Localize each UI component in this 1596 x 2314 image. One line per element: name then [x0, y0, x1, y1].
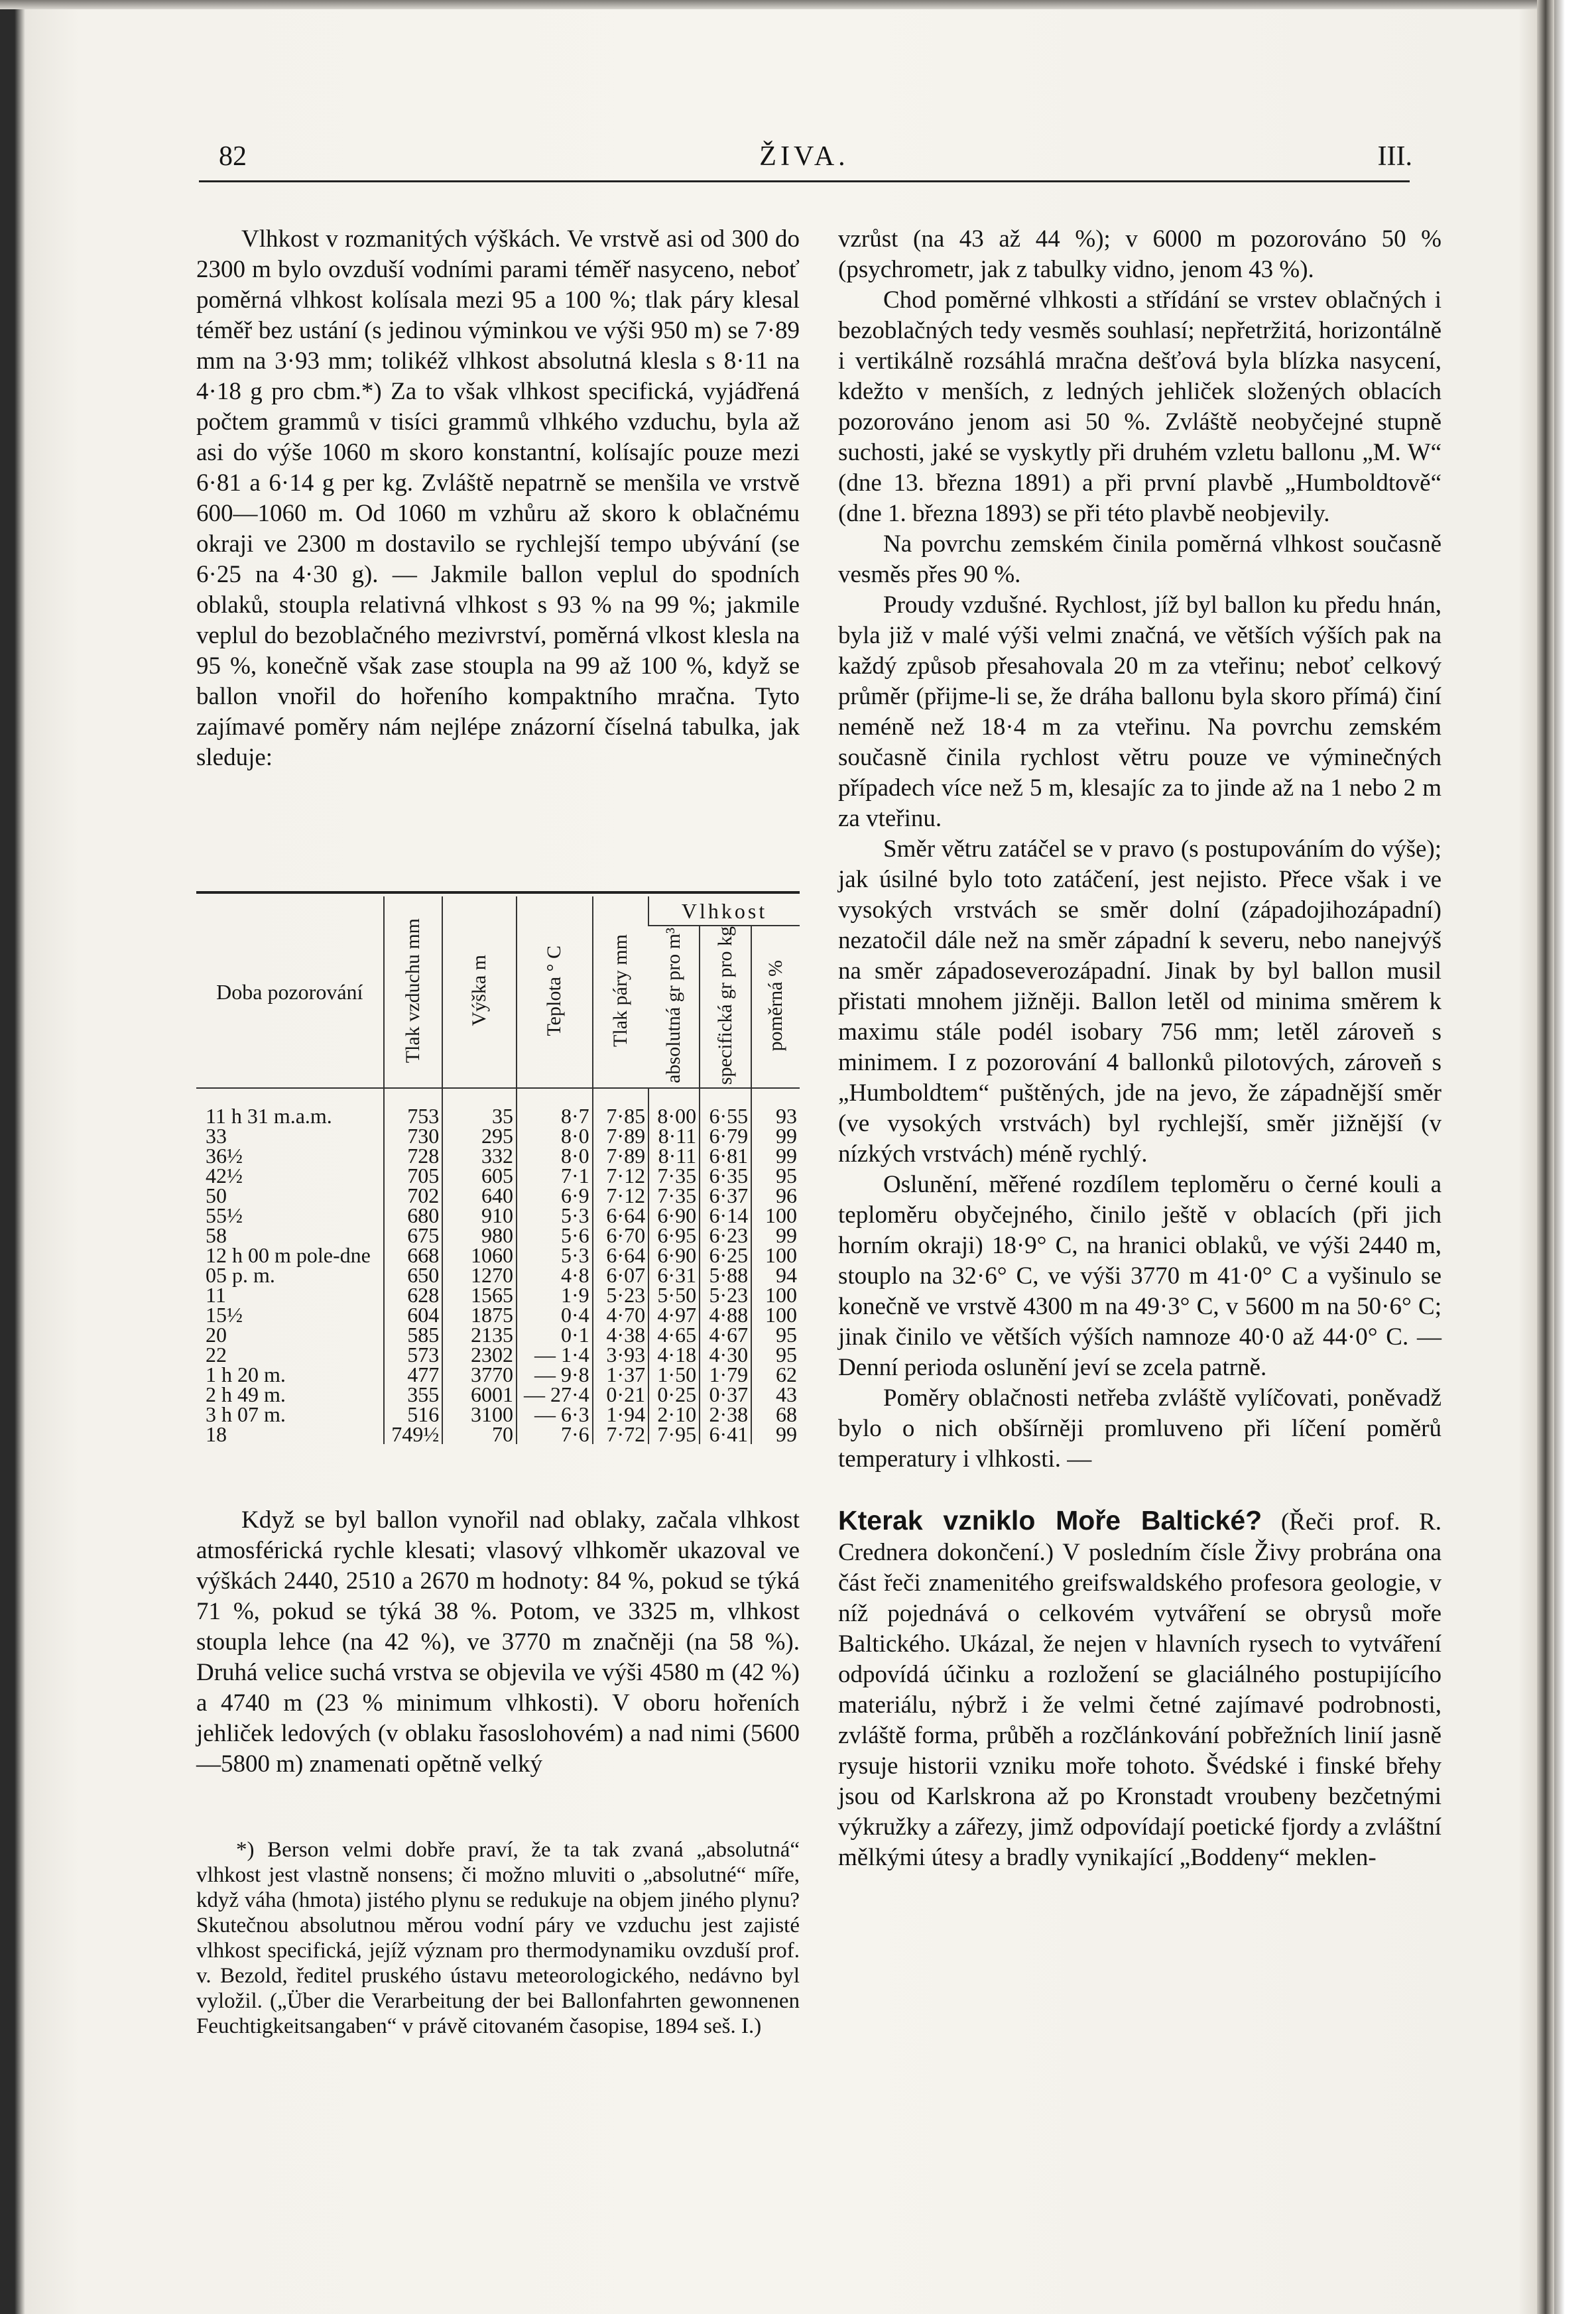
table-cell: 7·89 [593, 1146, 648, 1166]
table-cell: 1565 [442, 1285, 517, 1305]
humidity-table [196, 896, 800, 1447]
table-cell: 728 [384, 1146, 443, 1166]
paragraph-r6: Oslunění, měřené rozdílem teploměru o černé kouli a teploměru obyčejného, činilo ještě v oblacích (při jich horním okraji) 18·9° C, na hranici oblaků, ve výši 2440 m, stouplo na 32·6° C, ve výši 3770 m 41·0° C a vyšinulo se konečně ve vrstvě 4300 m na 49·3° C, v 5600 m na 50·6° C; jinak činilo ve větších výších namnoze 40·0 až 44·0° C. — Denní perioda oslunění jeví se zcela patrně. [838, 1171, 1442, 1381]
table-row [196, 1126, 800, 1146]
table-cell: 7·85 [593, 1088, 648, 1126]
table-cell: 295 [442, 1126, 517, 1146]
table-cell: 680 [384, 1205, 443, 1225]
running-header [196, 141, 1412, 172]
table-cell: 910 [442, 1205, 517, 1225]
table-cell: 730 [384, 1126, 443, 1146]
right-column [838, 224, 1442, 1873]
footnote [196, 1837, 800, 2039]
table-cell: 4·70 [593, 1305, 648, 1325]
table-cell: 6·64 [593, 1205, 648, 1225]
table-cell: 6·81 [700, 1146, 751, 1166]
table-cell: 100 [751, 1245, 800, 1265]
table-cell: 50 [206, 1184, 227, 1208]
paragraph-clouds: Když se byl ballon vynořil nad oblaky, začala vlhkost atmosférická rychle klesati; vlasový vlhkoměr ukazoval ve výškách 2440, 2510 a 2670 m hodnoty: 84 %, pokud se týká 71 %, pokud se týká 38 %. Potom, ve 3325 m, vlhkost stoupla lehce (na 42 %), ve 3770 m značněji (na 58 %). Druhá velice suchá vrstva se objevila ve výši 4580 m (42 %) a 4740 m (23 % minimum vlhkosti). V oboru hořeních jehliček ledových (v oblaku řasoslohovém) a nad nimi (5600—5800 m) znamenati opětně velký [196, 1506, 800, 1778]
table-cell: 1270 [442, 1265, 517, 1285]
table-cell: 332 [442, 1146, 517, 1166]
table-row [196, 1325, 800, 1345]
table-cell: 6·14 [700, 1205, 751, 1225]
table-body [196, 1088, 800, 1447]
left-column-bottom [196, 1505, 800, 1780]
table-cell: 0·4 [517, 1305, 593, 1325]
table-cell: 18 [206, 1422, 227, 1447]
table-cell: — 6·3 [517, 1404, 593, 1424]
table-row [196, 1345, 800, 1365]
table-cell: 2135 [442, 1325, 517, 1345]
left-column-top [196, 224, 800, 773]
table-row [196, 1186, 800, 1205]
table-cell: 477 [384, 1365, 443, 1384]
table-cell: 0·37 [700, 1384, 751, 1404]
table-cell: 7·95 [648, 1424, 700, 1444]
table-cell: 7·35 [648, 1186, 700, 1205]
table-row [196, 1404, 800, 1424]
table-row [196, 1205, 800, 1225]
table-cell: 585 [384, 1325, 443, 1345]
table-top-rule [196, 891, 800, 894]
table-cell: 6·55 [700, 1088, 751, 1126]
table-cell: 5·3 [517, 1205, 593, 1225]
table-cell: 5·88 [700, 1265, 751, 1285]
table-cell: 99 [751, 1126, 800, 1146]
table-cell: 1875 [442, 1305, 517, 1325]
table-cell: 55½ [206, 1203, 243, 1228]
table-cell: 68 [751, 1404, 800, 1424]
table-row [196, 1365, 800, 1384]
table-cell: 6·90 [648, 1205, 700, 1225]
table-cell: 4·8 [517, 1265, 593, 1285]
paragraph-r3: Na povrchu zemském činila poměrná vlhkost současně vesměs přes 90 %. [838, 530, 1442, 588]
table-cell: 6·35 [700, 1166, 751, 1186]
page-number: 82 [219, 141, 247, 172]
col-tlak-pary: Tlak páry mm [593, 896, 648, 1088]
table-cell: 1060 [442, 1245, 517, 1265]
table-cell: 1·50 [648, 1365, 700, 1384]
table-cell: 11 [206, 1283, 226, 1308]
col-vyska: Výška m [442, 896, 517, 1088]
table-cell: 42½ [206, 1164, 243, 1188]
table-cell: 7·12 [593, 1166, 648, 1186]
table-row [196, 1225, 800, 1245]
volume-number: III. [1377, 141, 1412, 172]
table-cell: 0·21 [593, 1384, 648, 1404]
table-cell: 35 [442, 1088, 517, 1126]
table-cell: 43 [751, 1384, 800, 1404]
paragraph-baltic-text: (Řeči prof. R. Crednera dokončení.) V posledním čísle Živy probrána ona část řeči znamenitého greifswaldského profesora geologie, v níž pojednává o celkovém vytváření se obrysů moře Baltického. Ukázal, že nejen v hlavních rysech to vytváření odpovídá účinku a rozložení se glaciálného postupijícího materiálu, nýbrž i že velmi četné zajímavé podrobnosti, zvláště forma, průběh a rozčlánkování pobřežních linií jasně rysuje historii vzniku moře tohoto. Švédské i finské břehy jsou od Karlskrona až po Kronstadt vroubeny bezčetnými výkružky a zářezy, jimž odpovídají poetické fjordy a zvláštní mělkými útesy a bradly vynikající „Boddeny“ meklen- [838, 1508, 1442, 1871]
table-cell: 22 [206, 1343, 227, 1367]
table-cell: 4·88 [700, 1305, 751, 1325]
table-cell: 6·95 [648, 1225, 700, 1245]
table-cell: 5·50 [648, 1285, 700, 1305]
table-cell: 1·79 [700, 1365, 751, 1384]
table-cell: 980 [442, 1225, 517, 1245]
table-cell: 7·6 [517, 1424, 593, 1444]
col-doba: Doba pozorování [196, 896, 384, 1088]
table-cell: 355 [384, 1384, 443, 1404]
table-cell: 95 [751, 1345, 800, 1365]
table-row [196, 1384, 800, 1404]
table-cell: 8·0 [517, 1146, 593, 1166]
table-cell: 1 h 20 m. [206, 1363, 286, 1387]
table-cell: 1·9 [517, 1285, 593, 1305]
paragraph-r1: vzrůst (na 43 až 44 %); v 6000 m pozorováno 50 % (psychrometr, jak z tabulky vidno, jenom 43 %). [838, 225, 1442, 283]
table-cell: 2 h 49 m. [206, 1382, 286, 1407]
table-cell: 100 [751, 1305, 800, 1325]
table-row [196, 1166, 800, 1186]
table-cell: 11 h 31 m.a.m. [206, 1104, 332, 1128]
table-cell: 4·65 [648, 1325, 700, 1345]
table-cell: 15½ [206, 1303, 243, 1327]
table-row [196, 1265, 800, 1285]
table-cell: 95 [751, 1166, 800, 1186]
table-cell: 0·1 [517, 1325, 593, 1345]
table-cell: 6·07 [593, 1265, 648, 1285]
table-cell: 650 [384, 1265, 443, 1285]
table-cell: 668 [384, 1245, 443, 1265]
table-cell: 99 [751, 1146, 800, 1166]
table-cell: 6·90 [648, 1245, 700, 1265]
table-cell: 96 [751, 1186, 800, 1205]
table-cell: 05 p. m. [206, 1263, 275, 1288]
paragraph-r2: Chod poměrné vlhkosti a střídání se vrstev oblačných i bezoblačných tedy vesměs souhlasí; nepřetržitá, horizontálně i vertikálně rozsáhlá mračna dešťová byla blízka nasycení, kdežto v menších, z ledných jehliček složených oblacích pozorováno jenom asi 50 %. Zvláště neobyčejné stupně suchosti, jaké se vyskytly při druhém vzletu ballonu „M. W“ (dne 13. března 1891) a při první plavbě „Humboldtově“ (dne 1. března 1893) se při této plavbě neobjevily. [838, 286, 1442, 527]
table-cell: 6·41 [700, 1424, 751, 1444]
table-cell: 1·94 [593, 1404, 648, 1424]
col-group-vlhkost: Vlhkost [648, 896, 800, 926]
table-cell: 6·64 [593, 1245, 648, 1265]
table-row [196, 1146, 800, 1166]
table-cell: 12 h 00 m pole-dne [206, 1243, 371, 1268]
table-cell: 4·18 [648, 1345, 700, 1365]
paragraph-humidity: Vlhkost v rozmanitých výškách. Ve vrstvě asi od 300 do 2300 m bylo ovzduší vodními parami téměř nasyceno, neboť poměrná vlhkost kolísala mezi 95 a 100 %; tlak páry klesal téměř bez ustání (s jedinou výminkou ve výši 950 m) se 7·89 mm na 3·93 mm; tolikéž vlhkost absolutná klesla s 8·11 na 4·18 g pro cbm.*) Za to však vlhkost specifická, vyjádřená počtem grammů v tisíci grammů vlhkého vzduchu, byla až asi do výše 1060 m skoro konstantní, kolísajíc pouze mezi 6·81 a 6·14 g per kg. Zvláště nepatrně se menšila ve vrstvě 600—1060 m. Od 1060 m vzhůru až skoro k oblačnému okraji ve 2300 m dostavilo se rychlejší tempo ubývání (se 6·25 na 4·30 g). — Jakmile ballon veplul do spodních oblaků, stoupla relativná vlhkost s 93 % na 99 %; jakmile veplul do bezoblačného mezivrství, poměrná vlkost klesla na 95 %, konečně však zase stoupla na 99 až 100 %, když se ballon vnořil do hořeního kompaktního mračna. Tyto zajímavé poměry nám nejlépe znázorní číselná tabulka, jak sleduje: [196, 225, 800, 771]
table-cell: 93 [751, 1088, 800, 1126]
table-cell: 675 [384, 1225, 443, 1245]
table-cell: 3·93 [593, 1345, 648, 1365]
table-cell: 58 [206, 1223, 227, 1248]
table-cell: 6·37 [700, 1186, 751, 1205]
table-cell: 94 [751, 1265, 800, 1285]
table-cell: 2·10 [648, 1404, 700, 1424]
table-row [196, 1305, 800, 1325]
table-cell: 2·38 [700, 1404, 751, 1424]
table-cell: 3100 [442, 1404, 517, 1424]
table-cell: — 1·4 [517, 1345, 593, 1365]
table-cell: 99 [751, 1225, 800, 1245]
col-teplota: Teplota ° C [517, 896, 593, 1088]
table-cell: — 27·4 [517, 1384, 593, 1404]
table-cell: 7·35 [648, 1166, 700, 1186]
table-row [196, 1245, 800, 1265]
table-cell: 6·23 [700, 1225, 751, 1245]
table-cell: 6·31 [648, 1265, 700, 1285]
col-specificka: specifická gr pro kg [700, 926, 751, 1088]
table-cell: 3770 [442, 1365, 517, 1384]
section-title: Kterak vzniklo Moře Baltické? [838, 1505, 1262, 1536]
journal-title: ŽIVA. [759, 141, 849, 172]
table-cell: 5·6 [517, 1225, 593, 1245]
table-cell: 5·23 [593, 1285, 648, 1305]
table-cell: 100 [751, 1205, 800, 1225]
table-cell: 7·1 [517, 1166, 593, 1186]
col-pomerna: poměrná % [751, 926, 800, 1088]
table-cell: 8·0 [517, 1126, 593, 1146]
table-cell: 702 [384, 1186, 443, 1205]
table-cell: 6·79 [700, 1126, 751, 1146]
paragraph-r4: Proudy vzdušné. Rychlost, jíž byl ballon ku předu hnán, byla již v malé výši velmi značná, ve větších výších pak na každý způsob přesahovala 20 m za vteřinu; neboť celkový průměr (přijme-li se, že dráha ballonu byla skoro přímá) činí neméně než 18·4 m za vteřinu. Na povrchu zemském současně činila rychlost větru pouze ve výminečných případech více než 5 m, klesajíc za to jinde až na 1 nebo 2 m za vteřinu. [838, 591, 1442, 832]
table-cell: 8·7 [517, 1088, 593, 1126]
table-cell: 70 [442, 1424, 517, 1444]
table-cell: 7·12 [593, 1186, 648, 1205]
table-row [196, 1424, 800, 1444]
table-cell: 62 [751, 1365, 800, 1384]
table-cell: 95 [751, 1325, 800, 1345]
table-cell: 6·9 [517, 1186, 593, 1205]
header-rule [199, 180, 1410, 182]
table-cell: 4·30 [700, 1345, 751, 1365]
scan-binding-edge [1537, 0, 1554, 2314]
table-row [196, 1285, 800, 1305]
table-cell: 8·11 [648, 1146, 700, 1166]
table-cell: 753 [384, 1088, 443, 1126]
table-cell: 628 [384, 1285, 443, 1305]
paragraph-baltic [838, 1505, 1442, 1873]
table-cell: 4·67 [700, 1325, 751, 1345]
table-cell: 1·37 [593, 1365, 648, 1384]
table-cell: 4·38 [593, 1325, 648, 1345]
table-cell: 6·70 [593, 1225, 648, 1245]
table-cell: 8·00 [648, 1088, 700, 1126]
table-cell: 640 [442, 1186, 517, 1205]
table-cell: 6·25 [700, 1245, 751, 1265]
table-cell: 573 [384, 1345, 443, 1365]
table-cell: 7·89 [593, 1126, 648, 1146]
table-cell: 99 [751, 1424, 800, 1444]
table-cell: 5·23 [700, 1285, 751, 1305]
table-cell: 33 [206, 1124, 227, 1148]
table-cell: 5·3 [517, 1245, 593, 1265]
table-cell: 516 [384, 1404, 443, 1424]
table-cell: 4·97 [648, 1305, 700, 1325]
table-cell: 7·72 [593, 1424, 648, 1444]
table-cell: 3 h 07 m. [206, 1402, 286, 1427]
table-cell: 8·11 [648, 1126, 700, 1146]
table-cell: 20 [206, 1323, 227, 1347]
footnote-text: *) Berson velmi dobře praví, že ta tak zvaná „absolutná“ vlhkost jest vlastně nonsens; či možno mluviti o „absolutné“ míře, když váha (hmota) jistého plynu se redukuje na objem jiného plynu? Skutečnou absolutnou měrou vodní páry ve vzduchu jest zajisté vlhkost specifická, jejíž význam pro thermodynamiku ovzduší prof. v. Bezold, ředitel pruského ústavu meteorologického, nedávno byl vyložil. („Über die Verarbeitung der bei Ballonfahrten gewonnenen Feuchtigkeitsangaben“ v právě citovaném časopise, 1894 seš. I.) [196, 1838, 800, 2038]
table-cell: 100 [751, 1285, 800, 1305]
table-cell: 2302 [442, 1345, 517, 1365]
table-cell: 6001 [442, 1384, 517, 1404]
table-row [196, 1088, 800, 1126]
col-absolutna: absolutná gr pro m³ [648, 926, 700, 1088]
table-cell: 605 [442, 1166, 517, 1186]
scan-top-edge [0, 0, 1545, 9]
table-cell: 705 [384, 1166, 443, 1186]
table-cell: 604 [384, 1305, 443, 1325]
table-cell: — 9·8 [517, 1365, 593, 1384]
table-cell: 0·25 [648, 1384, 700, 1404]
col-tlak-vzduchu: Tlak vzduchu mm [384, 896, 443, 1088]
table-cell: 749½ [384, 1424, 443, 1444]
table-cell: 36½ [206, 1144, 243, 1168]
paragraph-r7: Poměry oblačnosti netřeba zvláště vylíčovati, poněvadž bylo o nich obšírněji promluveno při líčení poměrů temperatury i vlhkosti. — [838, 1384, 1442, 1473]
paragraph-r5: Směr větru zatáčel se v pravo (s postupováním do výše); jak úsilné bylo toto zatáčení, jest nejisto. Přece však i ve vysokých vrstvách se směr dolní (západojihozápadní) nezatočil dále než na směr západní k severu, nebo nanejvýš na směr západoseverozápadní. Jinak by byl ballon musil přistati mnohem jižněji. Ballon letěl od minima směrem k maximu stále podél isobary 756 mm; letěl zároveň s minimem. I z pozorování 4 ballonků pilotových, zároveň s „Humboldtem“ puštěných, jde na jevo, že západnější směr (ve vysokých vrstvách) byl rychlejší, směr jižnější (v nízkých vrstvách) méně rychlý. [838, 835, 1442, 1168]
